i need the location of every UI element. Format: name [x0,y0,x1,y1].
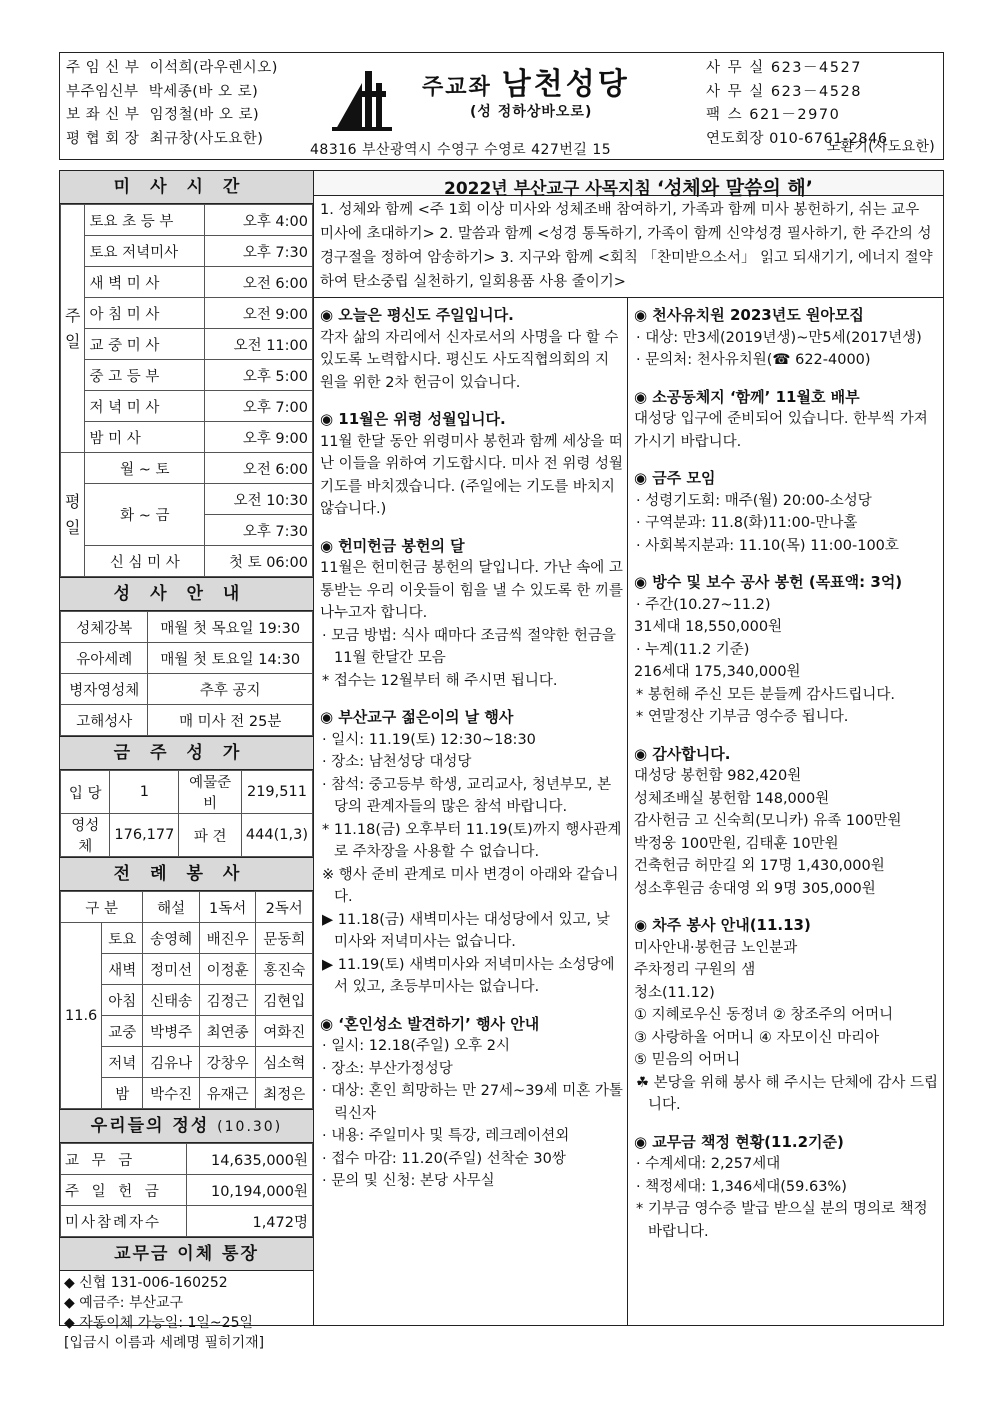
service-person: 배진우 [199,923,256,954]
notice-block [314,408,627,521]
notice-line: ▶ 11.19(토) 새벽미사와 저녁미사는 소성당에서 있고, 초등부미사는 없습니다. [322,956,615,995]
mass-time: 오후 7:00 [205,391,313,422]
mass-time: 오후 7:30 [205,515,313,546]
notice-title: ◉ 부산교구 젊은이의 날 행사 [320,708,514,726]
notice-line: 성체조배실 봉헌함 148,000원 [634,790,830,807]
notice-line: · 접수 마감: 11.20(주일) 선착순 30쌍 [322,1150,566,1167]
mass-name: 화 ~ 금 [85,484,205,546]
parish-block [310,57,692,158]
notice-title: ◉ 금주 모임 [634,469,716,487]
parish-title: 주교좌 남천성당 [422,67,630,102]
account-line: ◆ 자동이체 가능일: 1일~25일 [64,1315,254,1331]
notices-left [314,298,628,1325]
mass-name: 밤 미 사 [85,422,205,453]
service-person: 신태송 [143,985,200,1016]
service-person: 송영혜 [143,923,200,954]
notice-block [628,743,942,901]
notice-title: ◉ 11월은 위령 성월입니다. [320,410,506,428]
notice-line: 31세대 18,550,000원 [634,619,783,635]
mass-name: 월 ~ 토 [85,453,205,484]
mass-time: 오전 11:00 [205,329,313,360]
mass-time: 오전 10:30 [205,484,313,515]
bulletin-header [59,52,944,160]
mass-time: 오후 5:00 [205,360,313,391]
notice-title: ◉ 헌미헌금 봉헌의 달 [320,536,465,555]
mass-name: 신 심 미 사 [85,546,205,577]
notice-block [314,298,627,394]
offering-heading: 우리들의 정성 (10.30) [60,1109,313,1143]
sacrament-time: 매월 첫 토요일 14:30 [148,643,313,674]
bulletin-body [59,170,944,1351]
service-person: 유재근 [199,1078,256,1109]
notice-line: * 11.18(금) 오후부터 11.19(토)까지 행사관계로 주차장을 사용할 수 없습니다. [322,821,622,860]
sacrament-time: 매 미사 전 25분 [148,705,313,736]
notice-line: · 수계세대: 2,257세대 [636,1156,781,1172]
mass-times-table [60,204,313,577]
service-person: 박수진 [143,1078,200,1109]
notice-line: 건축헌금 허만길 외 17명 1,430,000원 [634,858,885,874]
notice-line: 대성당 봉헌함 982,420원 [634,768,802,784]
offering-label: 주 일 헌 금 [61,1175,187,1206]
notice-block [628,1131,942,1244]
offering-value: 10,194,000원 [187,1175,313,1206]
service-col-head: 해설 [143,892,200,923]
mass-times-heading: 미사시간 [60,171,313,204]
notice-block [628,467,942,557]
account-line: ◆ 예금주: 부산교구 [64,1295,184,1311]
left-sidebar [60,171,314,1351]
hymn-label: 입 당 [61,771,110,814]
service-person: 김유나 [143,1047,200,1078]
account-heading: 교무금 이체 통장 [60,1237,313,1271]
mass-name: 토요 초 등 부 [85,205,205,236]
notice-line: · 구역분과: 11.8(화)11:00-만나홀 [636,515,858,531]
contact-name: 노환기(사도요한) [826,139,935,155]
parish-address: 48316 부산광역시 수영구 수영로 427번길 15 [310,142,612,158]
hymns-heading: 금주성가 [60,736,313,770]
sacrament-name: 성체강복 [61,612,148,643]
mass-time: 오후 4:00 [205,205,313,236]
hymns-table [60,770,313,857]
service-person: 최연종 [199,1016,256,1047]
notice-line: 216세대 175,340,000원 [634,664,801,680]
hymn-number: 176,177 [110,814,179,857]
clergy-row: 평 협 회 장 최규창(사도요한) [66,130,264,147]
service-mass: 밤 [102,1078,143,1109]
service-person: 강창우 [199,1047,256,1078]
notice-line: * 봉헌해 주신 모든 분들께 감사드립니다. [636,686,896,703]
notice-line: * 기부금 영수증 발급 받으실 분의 명의로 책정 바랍니다. [636,1201,928,1240]
notice-line: * 접수는 12월부터 해 주시면 됩니다. [322,672,558,689]
notice-line: · 사회복지분과: 11.10(목) 11:00-100호 [636,537,899,554]
mass-name: 새 벽 미 사 [85,267,205,298]
notice-line: 대성당 입구에 준비되어 있습니다. 한부씩 가져 가시기 바랍니다. [634,411,928,450]
notice-line: ▶ 11.18(금) 새벽미사는 대성당에서 있고, 낮미사와 저녁미사는 없습니다. [322,911,610,950]
phone-row: 팩 스 621－2970 [706,107,841,123]
notice-title: ◉ 방수 및 보수 공사 봉헌 (목표액: 3억) [634,573,903,591]
notice-block [628,914,942,1117]
notice-line: · 누계(11.2 기준) [636,641,750,658]
notice-line: * 연말정산 기부금 영수증 됩니다. [636,709,849,725]
phone-row: 사 무 실 623－4527 [706,60,862,76]
account-info [60,1271,313,1355]
mass-name: 중 고 등 부 [85,360,205,391]
notice-line: · 대상: 만3세(2019년생)~만5세(2017년생) [636,329,922,346]
notice-line: · 문의 및 신청: 본당 사무실 [322,1173,495,1189]
notice-title: ◉ ‘혼인성소 발견하기’ 행사 안내 [320,1014,540,1033]
main-content [314,171,943,1325]
mass-time: 오전 6:00 [205,267,313,298]
service-mass: 토요 [102,923,143,954]
notice-line: · 장소: 부산가정성당 [322,1060,453,1077]
mass-name: 저 녁 미 사 [85,391,205,422]
phone-row: 연도회장 010-6761-2846 [706,130,888,147]
service-mass: 아침 [102,985,143,1016]
notice-line: 미사안내·봉헌금 노인분과 [634,939,798,956]
sacrament-time: 매월 첫 목요일 19:30 [148,612,313,643]
hymn-label: 파 견 [179,814,242,857]
clergy-row: 부주임신부 박세종(바 오 로) [66,83,259,100]
offering-value: 1,472명 [187,1206,313,1237]
notice-title: ◉ 천사유치원 2023년도 원아모집 [634,306,864,324]
notice-line: · 일시: 11.19(토) 12:30~18:30 [322,731,536,748]
notice-line: · 일시: 12.18(주일) 오후 2시 [322,1038,511,1054]
service-table [60,891,313,1109]
motto-title: 2022년 부산교구 사목지침 ‘성체와 말씀의 해’ [314,171,943,196]
weekday-label: 평일 [61,453,85,577]
notice-block [628,386,942,454]
service-mass: 새벽 [102,954,143,985]
service-person: 김현입 [256,985,313,1016]
pastoral-motto [314,171,943,298]
notice-line: · 책정세대: 1,346세대(59.63%) [636,1178,847,1195]
sunday-label: 주일 [61,205,85,453]
notice-line: · 주간(10.27~11.2) [636,596,771,613]
notice-line: 각자 삶의 자리에서 신자로서의 사명을 다 할 수 있도록 노력합시다. 평신도 사도직협의회의 지원을 위한 2차 헌금이 있습니다. [320,329,619,391]
mass-time: 오후 7:30 [205,236,313,267]
sacrament-name: 병자영성체 [61,674,148,705]
mass-name: 교 중 미 사 [85,329,205,360]
notice-block [314,1013,627,1193]
sacrament-time: 추후 공지 [148,674,313,705]
clergy-list [66,57,278,151]
phone-row: 사 무 실 623－4528 [706,83,862,100]
service-person: 홍진숙 [256,954,313,985]
service-person: 최정은 [256,1078,313,1109]
notice-line: · 모금 방법: 식사 때마다 조금씩 절약한 헌금을 11월 한달간 모음 [322,627,616,666]
service-col-head: 구 분 [61,892,143,923]
motto-text: 1. 성체와 함께 <주 1회 이상 미사와 성체조배 참여하기, 가족과 함께 미사 봉헌하기, 쉬는 교우 미사에 초대하기> 2. 말씀과 함께 <성경 통독하기, 가족이 함께 신약성경 필사하기, 한 주간의 성경구절을 정하여 암송하기> 3. 지구와 함께 <회칙 「찬미받으소서」 읽고 되새기기, 에너지 절약하여 탄소중립 실천하기, 일회용품 사용 줄이기> [320,202,933,290]
notice-line: ③ 사랑하올 어머니 ④ 자모이신 마리아 [634,1029,880,1046]
notice-line: · 문의처: 천사유치원(☎ 622-4000) [636,352,871,368]
mass-time: 오후 9:00 [205,422,313,453]
service-heading: 전례봉사 [60,857,313,891]
notice-line: 11월은 헌미헌금 봉헌의 달입니다. 가난 속에 고통받는 우리 이웃들이 힘을 낼 수 있도록 한 끼를 나누고자 합니다. [320,560,624,621]
notice-line: 감사헌금 고 신숙희(모니카) 유족 100만원 [634,813,902,829]
account-line: [입금시 이름과 세례명 필히기재] [64,1335,265,1351]
offering-label: 미사참례자수 [61,1206,187,1237]
hymn-label: 예물준비 [179,771,242,814]
service-person: 여화진 [256,1016,313,1047]
notice-line: 박정웅 100만원, 김태훈 10만원 [634,835,839,852]
notice-title: ◉ 교무금 책정 현황(11.2기준) [634,1132,844,1151]
parish-subtitle: (성 정하상바오로) [470,104,593,120]
mass-name: 아 침 미 사 [85,298,205,329]
sacrament-name: 고해성사 [61,705,148,736]
sacrament-name: 유아세례 [61,643,148,674]
service-person: 김정근 [199,985,256,1016]
clergy-row: 주 임 신 부 이석희(라우렌시오) [66,60,278,76]
service-person: 심소혁 [256,1047,313,1078]
notice-title: ◉ 오늘은 평신도 주일입니다. [320,306,514,324]
notice-line: · 대상: 혼인 희망하는 만 27세~39세 미혼 가톨릭신자 [322,1083,623,1122]
service-person: 이정훈 [199,954,256,985]
notice-line: ☘ 본당을 위해 봉사 해 주시는 단체에 감사 드립니다. [636,1074,938,1113]
notice-title: ◉ 감사합니다. [634,744,731,763]
notice-block [314,706,627,999]
mass-name: 토요 저녁미사 [85,236,205,267]
notice-line: 성소후원금 송대영 외 9명 305,000원 [634,880,876,897]
notice-line: · 참석: 중고등부 학생, 교리교사, 청년부모, 본당의 관계자들의 많은 참석 바랍니다. [322,776,612,815]
service-mass: 저녁 [102,1047,143,1078]
notice-line: ① 지혜로우신 동정녀 ② 창조주의 어머니 [634,1007,894,1023]
sacraments-heading: 성사안내 [60,577,313,611]
notice-block [314,535,627,693]
offering-table [60,1143,313,1237]
notice-line: 주차정리 구원의 샘 [634,962,756,978]
service-date: 11.6 [61,923,102,1109]
mass-time: 오전 9:00 [205,298,313,329]
hymn-number: 444(1,3) [241,814,312,857]
notices-right [628,298,942,1325]
service-person: 정미선 [143,954,200,985]
notice-line: 11월 한달 동안 위령미사 봉헌과 함께 세상을 떠난 이들을 위하여 기도합시다. 미사 전 위령 성월 기도를 바치겠습니다. (주일에는 기도를 바치지 않습니다.) [320,433,624,517]
mass-time: 첫 토 06:00 [205,546,313,577]
mass-time: 오전 6:00 [205,453,313,484]
account-line: ◆ 신협 131-006-160252 [64,1275,228,1291]
service-col-head: 2독서 [256,892,313,923]
notice-title: ◉ 차주 봉사 안내(11.13) [634,916,811,934]
clergy-row: 보 좌 신 부 임정철(바 오 로) [66,107,260,123]
notice-columns [314,298,943,1325]
service-col-head: 1독서 [199,892,256,923]
notice-line: 청소(11.12) [634,984,715,1001]
hymn-label: 영성체 [61,814,110,857]
hymn-number: 1 [110,771,179,814]
notice-block [628,298,942,372]
sacraments-table [60,611,313,736]
bulletin-page [59,52,944,1351]
notice-line: · 장소: 남천성당 대성당 [322,754,472,770]
service-person: 문동희 [256,923,313,954]
notice-line: ※ 행사 준비 관계로 미사 변경이 아래와 같습니다. [322,866,619,905]
offering-label: 교 무 금 [61,1144,187,1175]
service-mass: 교중 [102,1016,143,1047]
notice-line: · 성령기도회: 매주(월) 20:00-소성당 [636,492,872,509]
notice-title: ◉ 소공동체지 ‘함께’ 11월호 배부 [634,387,860,406]
church-logo-icon [332,63,392,133]
hymn-number: 219,511 [241,771,312,814]
offering-value: 14,635,000원 [187,1144,313,1175]
notice-block [628,571,942,729]
notice-line: · 내용: 주일미사 및 특강, 레크레이션외 [322,1128,570,1144]
notice-line: ⑤ 믿음의 어머니 [634,1052,741,1068]
service-person: 박병주 [143,1016,200,1047]
